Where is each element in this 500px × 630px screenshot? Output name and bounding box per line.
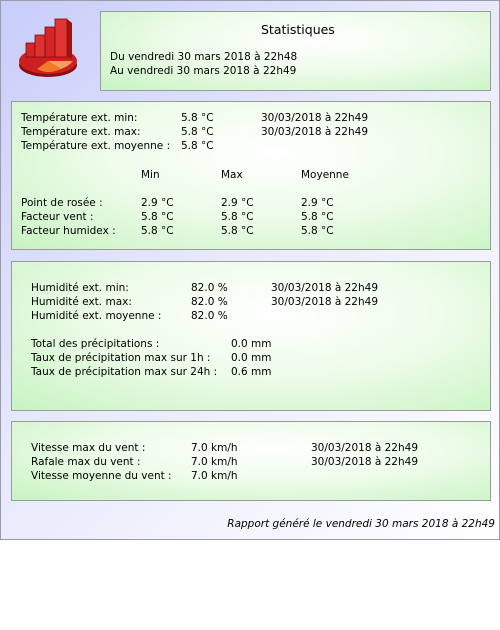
wind-max-date: 30/03/2018 à 22h49	[311, 442, 419, 454]
precip-rate-1h-value: 0.0 mm	[231, 352, 272, 364]
wind-avg-label: Vitesse moyenne du vent :	[31, 470, 172, 482]
windchill-max: 5.8 °C	[221, 211, 254, 223]
windchill-label: Facteur vent :	[21, 211, 94, 223]
humidity-panel	[11, 261, 491, 411]
wind-max-label: Vitesse max du vent :	[31, 442, 146, 454]
column-header-min: Min	[141, 169, 160, 181]
humidity-avg-value: 82.0 %	[191, 310, 228, 322]
humidity-max-date: 30/03/2018 à 22h49	[271, 296, 379, 308]
windchill-min: 5.8 °C	[141, 211, 174, 223]
precip-total-label: Total des précipitations :	[31, 338, 160, 350]
gust-max-value: 7.0 km/h	[191, 456, 238, 468]
temp-max-date: 30/03/2018 à 22h49	[261, 126, 369, 138]
dewpoint-label: Point de rosée :	[21, 197, 103, 209]
header-panel	[100, 11, 491, 91]
windchill-avg: 5.8 °C	[301, 211, 334, 223]
precip-total-value: 0.0 mm	[231, 338, 272, 350]
humidity-min-date: 30/03/2018 à 22h49	[271, 282, 379, 294]
humidex-avg: 5.8 °C	[301, 225, 334, 237]
dewpoint-max: 2.9 °C	[221, 197, 254, 209]
temp-min-date: 30/03/2018 à 22h49	[261, 112, 369, 124]
temp-avg-value: 5.8 °C	[181, 140, 214, 152]
humidity-min-label: Humidité ext. min:	[31, 282, 129, 294]
humidity-max-label: Humidité ext. max:	[31, 296, 132, 308]
gust-max-label: Rafale max du vent :	[31, 456, 141, 468]
humidity-max-value: 82.0 %	[191, 296, 228, 308]
precip-rate-1h-label: Taux de précipitation max sur 1h :	[31, 352, 211, 364]
page-title: Statistiques	[261, 22, 335, 37]
report-footer: Rapport généré le vendredi 30 mars 2018 à 22h49	[227, 518, 495, 530]
temp-max-label: Température ext. max:	[21, 126, 141, 138]
precip-rate-24h-value: 0.6 mm	[231, 366, 272, 378]
wind-avg-value: 7.0 km/h	[191, 470, 238, 482]
dewpoint-min: 2.9 °C	[141, 197, 174, 209]
bar-pie-chart-icon	[17, 17, 79, 79]
temp-min-value: 5.8 °C	[181, 112, 214, 124]
temp-avg-label: Température ext. moyenne :	[21, 140, 171, 152]
temp-max-value: 5.8 °C	[181, 126, 214, 138]
humidex-label: Facteur humidex :	[21, 225, 116, 237]
temp-min-label: Température ext. min:	[21, 112, 138, 124]
wind-panel	[11, 421, 491, 501]
humidity-avg-label: Humidité ext. moyenne :	[31, 310, 162, 322]
gust-max-date: 30/03/2018 à 22h49	[311, 456, 419, 468]
period-start: Du vendredi 30 mars 2018 à 22h48	[110, 51, 298, 63]
humidity-min-value: 82.0 %	[191, 282, 228, 294]
period-end: Au vendredi 30 mars 2018 à 22h49	[110, 65, 297, 77]
column-header-avg: Moyenne	[301, 169, 349, 181]
precip-rate-24h-label: Taux de précipitation max sur 24h :	[31, 366, 218, 378]
humidex-max: 5.8 °C	[221, 225, 254, 237]
humidex-min: 5.8 °C	[141, 225, 174, 237]
column-header-max: Max	[221, 169, 243, 181]
dewpoint-avg: 2.9 °C	[301, 197, 334, 209]
temperature-panel	[11, 101, 491, 250]
wind-max-value: 7.0 km/h	[191, 442, 238, 454]
